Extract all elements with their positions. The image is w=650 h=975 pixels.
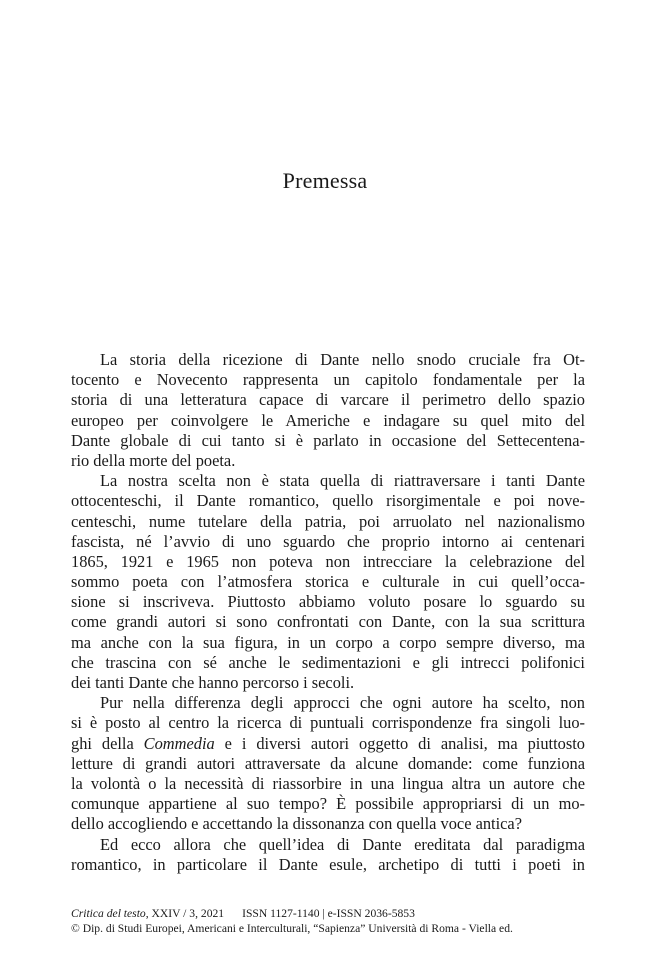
- text-line: centeschi, nume tutelare della patria, poi arruolato nel nazionalismo: [71, 511, 585, 531]
- page-title: Premessa: [282, 168, 368, 193]
- footer-issue: , XXIV / 3, 2021: [145, 907, 225, 920]
- text-line: sione si inscriveva. Piuttosto abbiamo voluto posare lo sguardo su: [71, 592, 585, 612]
- text-line: romantico, in particolare il Dante esule, archetipo di tutti i poeti in: [71, 854, 585, 874]
- text-segment: e i diversi autori oggetto di analisi, ma piuttosto: [214, 733, 585, 753]
- footer-issn: ISSN 1127-1140 | e-ISSN 2036-5853: [242, 907, 415, 920]
- text-line: ma anche con la sua figura, in un corpo a corpo sempre diverso, ma: [71, 632, 585, 652]
- text-line: comunque appartiene al suo tempo? È possibile appropriarsi di un mo-: [71, 794, 585, 814]
- text-line: che trascina con sé anche le sedimentazioni e gli intrecci polifonici: [71, 652, 585, 672]
- text-line: rio della morte del poeta.: [71, 450, 236, 470]
- text-line: dei tanti Dante che hanno percorso i secoli.: [71, 673, 355, 692]
- body-text: [71, 350, 585, 875]
- italic-title: Commedia: [143, 733, 215, 753]
- text-line: [71, 734, 585, 754]
- paragraph: [71, 471, 585, 693]
- text-line: La nostra scelta non è stata quella di riattraversare i tanti Dante: [100, 471, 585, 491]
- text-line: storia di una letteratura capace di varcare il perimetro dello spazio: [71, 390, 585, 410]
- text-line: Dante globale di cui tanto si è parlato in occasione del Settecentena-: [71, 430, 585, 450]
- paragraph: [71, 835, 585, 875]
- paragraph: [71, 693, 585, 834]
- text-line: fascista, né l’avvio di uno sguardo che proprio intorno ai centenari: [71, 531, 585, 551]
- text-line: ottocenteschi, il Dante romantico, quello risorgimentale e poi nove-: [71, 491, 585, 511]
- text-line: europeo per coinvolgere le Americhe e indagare su quel mito del: [71, 410, 585, 430]
- footer-journal: Critica del testo: [71, 907, 146, 920]
- text-line: letture di grandi autori attraversate da alcune domande: come funziona: [71, 753, 585, 773]
- text-line: come grandi autori si sono confrontati con Dante, con la sua scrittura: [71, 612, 585, 632]
- paragraph: [71, 350, 585, 471]
- text-line: tocento e Novecento rappresenta un capitolo fondamentale per la: [71, 370, 585, 390]
- footer-citation: [71, 906, 591, 921]
- page-footer: [71, 906, 591, 936]
- text-line: dello accogliendo e accettando la dissonanza con quella voce antica?: [71, 814, 522, 834]
- text-line: la volontà o la necessità di riassorbire in una lingua altra un autore che: [71, 773, 585, 793]
- text-line: La storia della ricezione di Dante nello snodo cruciale fra Ot-: [100, 350, 585, 369]
- text-line: si è posto al centro la ricerca di puntuali corrispondenze fra singoli luo-: [71, 713, 585, 733]
- text-line: Pur nella differenza degli approcci che ogni autore ha scelto, non: [100, 693, 585, 713]
- text-segment: ghi della: [71, 733, 144, 753]
- text-line: 1865, 1921 e 1965 non poteva non intrecciare la celebrazione del: [71, 551, 585, 571]
- footer-copyright: © Dip. di Studi Europei, Americani e Interculturali, “Sapienza” Università di Roma - Viella ed.: [71, 922, 513, 935]
- text-line: Ed ecco allora che quell’idea di Dante ereditata dal paradigma: [100, 834, 585, 854]
- text-line: sommo poeta con l’atmosfera storica e culturale in cui quell’occa-: [71, 572, 585, 592]
